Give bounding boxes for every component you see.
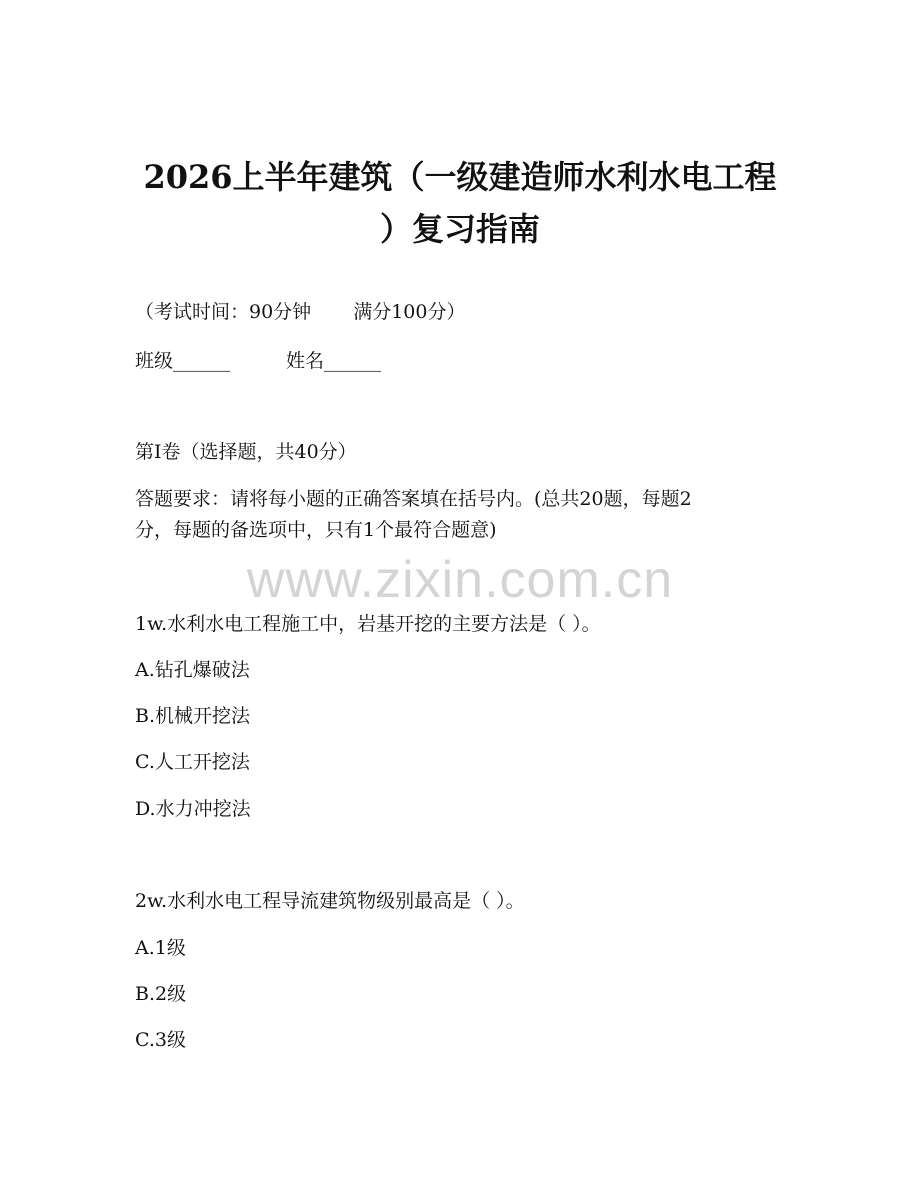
question-1-option-a: A.钻孔爆破法 — [135, 659, 250, 681]
exam-info — [135, 298, 465, 326]
watermark: www.zixin.com.cn — [246, 551, 674, 609]
student-info — [135, 347, 381, 375]
question-2-option-c: C.3级 — [135, 1029, 186, 1051]
question-1-option-c: C.人工开挖法 — [135, 751, 250, 773]
question-2-stem: 2w.水利水电工程导流建筑物级别最高是（ ）。 — [135, 890, 525, 912]
class-field: 班级______ — [135, 350, 231, 372]
question-1-option-d: D.水力冲挖法 — [135, 798, 251, 820]
question-2-option-b: B.2级 — [135, 983, 187, 1005]
full-score: 满分100分） — [353, 301, 466, 323]
question-1-option-b: B.机械开挖法 — [135, 705, 251, 727]
instructions-line-2: 分，每题的备选项中，只有1个最符合题意) — [135, 519, 497, 541]
name-field: 姓名______ — [286, 350, 382, 372]
instructions-line-1: 答题要求：请将每小题的正确答案填在括号内。(总共20题，每题2 — [135, 488, 692, 510]
exam-time: （考试时间：90分钟 — [135, 301, 312, 323]
question-1-stem: 1w.水利水电工程施工中，岩基开挖的主要方法是（ ）。 — [135, 613, 601, 635]
section-heading: 第I卷（选择题，共40分） — [135, 441, 357, 463]
page-title-line-1: 2026上半年建筑（一级建造师水利水电工程 — [143, 158, 777, 196]
question-2-option-a: A.1级 — [135, 937, 186, 959]
page-title-line-2: ）复习指南 — [379, 210, 540, 248]
